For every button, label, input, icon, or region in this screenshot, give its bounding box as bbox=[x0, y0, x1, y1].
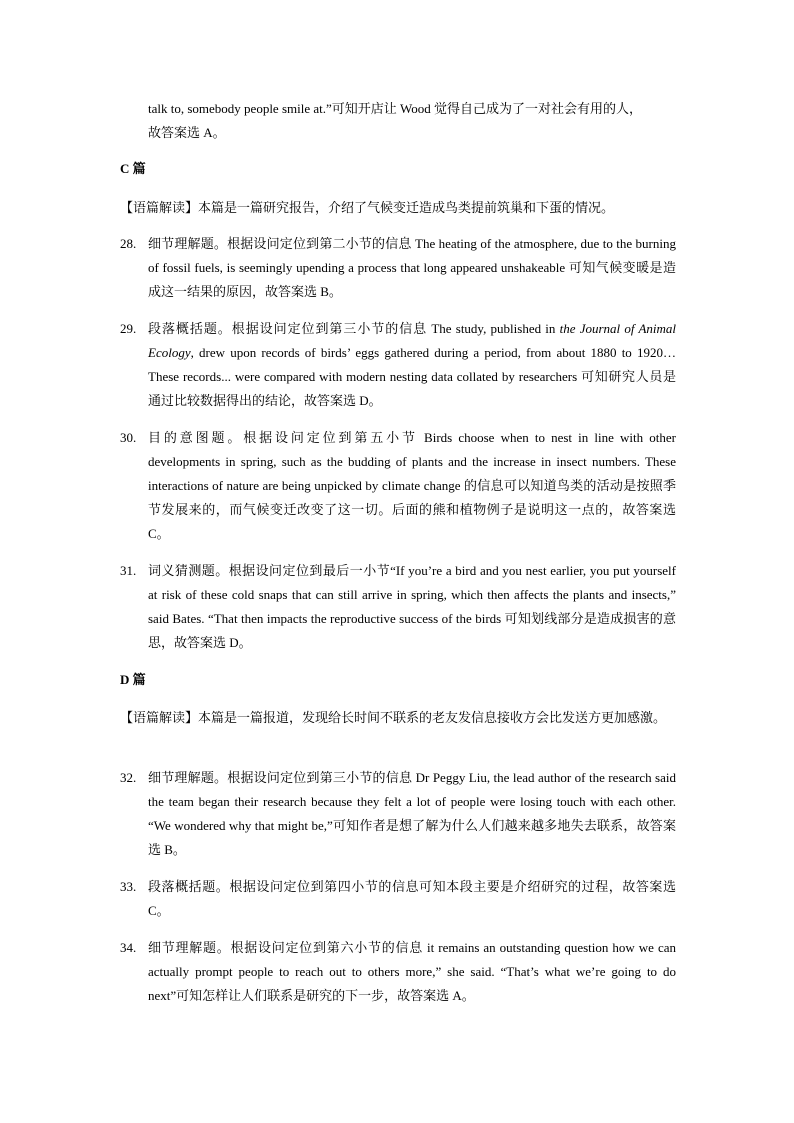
item-number: 32. bbox=[120, 770, 137, 785]
section-d-heading: D 篇 bbox=[120, 672, 146, 687]
list-item-28 bbox=[120, 232, 676, 304]
list-item-33 bbox=[120, 875, 676, 923]
intro-line-2: 故答案选 A。 bbox=[148, 125, 226, 140]
item-text bbox=[148, 317, 676, 413]
item-text: 段落概括题。根据设问定位到第四小节的信息可知本段主要是介绍研究的过程，故答案选 C。 bbox=[148, 879, 676, 918]
item-text: 细节理解题。根据设问定位到第二小节的信息 The heating of the atmosphere, due to the burning of fossil fuels, is seemingly upending a process that long appeared unshakeable 可知气候变暖是造成这一结果的原因，故答案选 B。 bbox=[148, 236, 676, 299]
item-number: 30. bbox=[120, 430, 137, 445]
list-item-34 bbox=[120, 936, 676, 1008]
intro-line-1: talk to, somebody people smile at.”可知开店让 Wood 觉得自己成为了一对社会有用的人， bbox=[148, 101, 642, 116]
item-number: 29. bbox=[120, 321, 137, 336]
item-number: 33. bbox=[120, 879, 137, 894]
intro-continuation bbox=[120, 97, 676, 145]
item-text: 目的意图题。根据设问定位到第五小节 Birds choose when to nest in line with other developments in spring, such as the budding of plants and the increase in insect numbers. These interactions of nature are being unpicked by climate change 的信息可以知道鸟类的活动是按照季节发展来的，而气候变迁改变了这一切。后面的熊和植物例子是说明这一点的，故答案选 C。 bbox=[148, 430, 676, 541]
item-number: 28. bbox=[120, 236, 137, 251]
section-c-heading: C 篇 bbox=[120, 161, 146, 176]
item-text: 细节理解题。根据设问定位到第六小节的信息 it remains an outstanding question how we can actually prompt people to reach out to others more,” she said. “That’s what we’re going to do next”可知怎样让人们联系是研究的下一步，故答案选 A。 bbox=[148, 940, 676, 1003]
item-text: 词义猜测题。根据设问定位到最后一小节“If you’re a bird and you nest earlier, you put yourself at risk of these cold snaps that can still arrive in spring, which then affects the plants and insects,” said Bates. “That then impacts the reproductive success of the birds 可知划线部分是造成损害的意思，故答案选 D。 bbox=[148, 563, 676, 650]
section-c-summary: 【语篇解读】本篇是一篇研究报告，介绍了气候变迁造成鸟类提前筑巢和下蛋的情况。 bbox=[120, 200, 615, 215]
list-item-32 bbox=[120, 766, 676, 862]
list-item-30 bbox=[120, 426, 676, 546]
item-number: 31. bbox=[120, 563, 137, 578]
item-text: 细节理解题。根据设问定位到第三小节的信息 Dr Peggy Liu, the lead author of the research said the team began their research because they felt a lot of people were losing touch with each other. “We wondered why that might be,”可知作者是想了解为什么人们越来越多地失去联系，故答案选 B。 bbox=[148, 770, 676, 857]
item-text-pre: 段落概括题。根据设问定位到第三小节的信息 The study, published in bbox=[148, 321, 560, 336]
section-d-summary: 【语篇解读】本篇是一篇报道，发现给长时间不联系的老友发信息接收方会比发送方更加感激。 bbox=[120, 710, 667, 725]
list-item-31 bbox=[120, 559, 676, 655]
list-item-29 bbox=[120, 317, 676, 413]
item-text-post: , drew upon records of birds’ eggs gathered during a period, from about 1880 to 1920… These records... were compared with modern nesting data collated by researchers 可知研究人员是通过比较数据得出的结论，故答案选 D。 bbox=[148, 345, 676, 408]
item-number: 34. bbox=[120, 940, 137, 955]
journal-title: the Journal of Animal Ecology bbox=[148, 321, 676, 360]
